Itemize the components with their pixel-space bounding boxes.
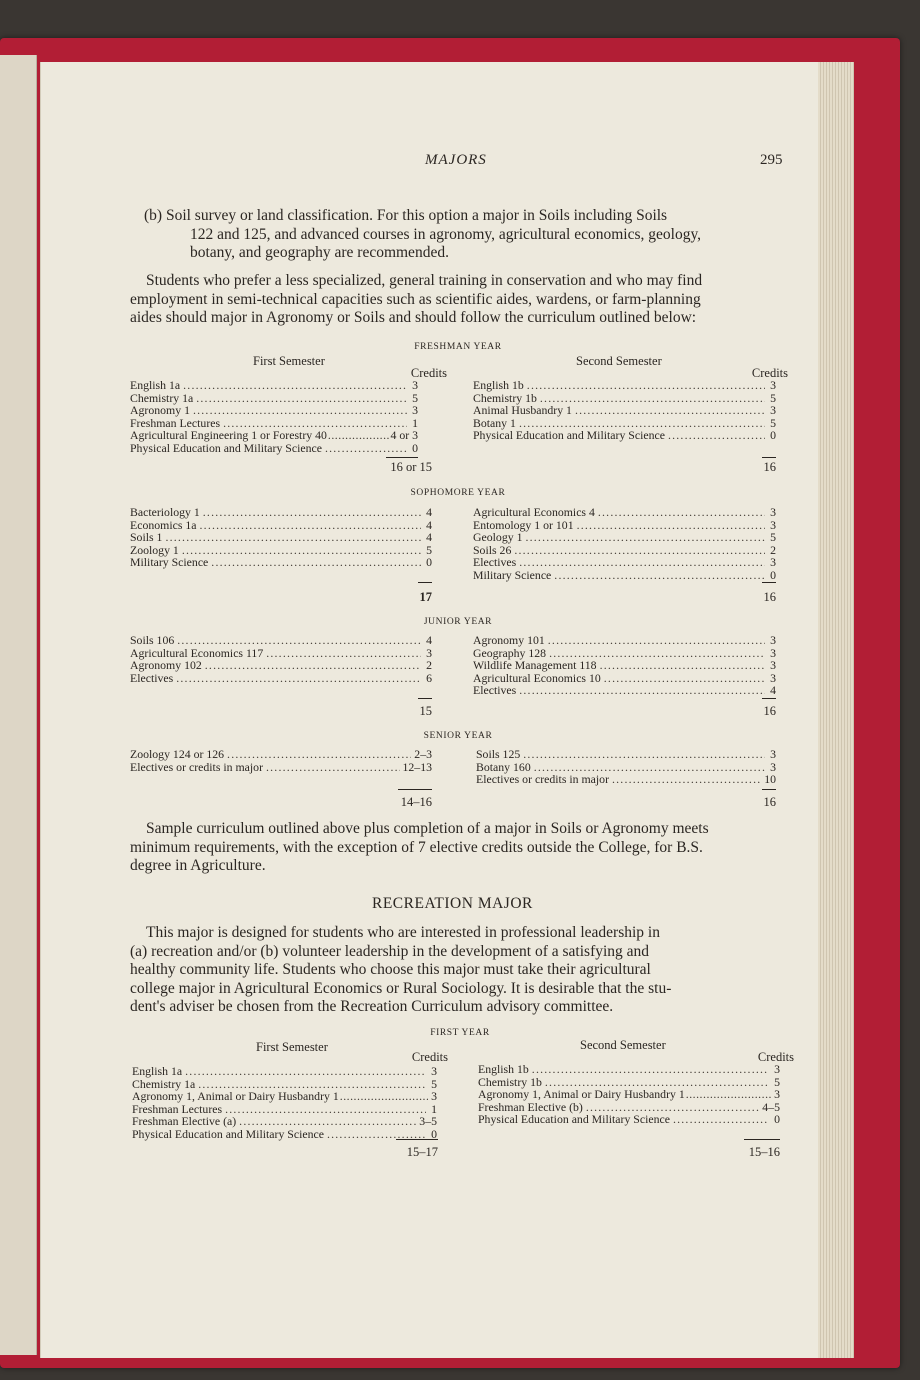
course-name: Botany 160 — [476, 759, 531, 774]
course-name: Agricultural Economics 4 — [473, 505, 595, 519]
total-credits: 16 — [763, 460, 776, 474]
course-credits: 3 — [770, 517, 776, 532]
total-credits: 16 — [763, 704, 776, 718]
left-page-edge — [0, 55, 37, 1355]
course-name: Soils 1 — [130, 530, 163, 545]
course-row — [476, 773, 776, 786]
course-name: Agronomy 102 — [130, 658, 202, 673]
course-name: Zoology 1 — [130, 542, 179, 557]
course-name: Freshman Elective (a) — [132, 1114, 237, 1129]
text-line: dent's adviser be chosen from the Recreation Curriculum advisory committee. — [130, 998, 614, 1015]
course-name: Agricultural Economics 117 — [130, 645, 264, 660]
course-row — [473, 506, 776, 519]
course-name: Soils 106 — [130, 633, 175, 647]
course-row — [478, 1063, 780, 1076]
course-row — [130, 634, 432, 647]
course-name: Electives or credits in major — [476, 772, 609, 787]
course-credits: 3 — [431, 1089, 437, 1104]
course-name: Wildlife Management 118 — [473, 658, 597, 673]
course-credits: 3 — [431, 1064, 437, 1078]
text-line: botany, and geography are recommended. — [190, 244, 449, 261]
course-row — [473, 659, 776, 672]
course-list-right — [476, 748, 776, 786]
year-caption: FIRST YEAR — [430, 1028, 490, 1038]
course-name: Zoology 124 or 126 — [130, 747, 225, 761]
course-row — [473, 429, 776, 442]
course-row — [473, 379, 776, 392]
course-name: Freshman Elective (b) — [478, 1099, 583, 1114]
course-name: Chemistry 1b — [473, 390, 537, 405]
course-list-left — [130, 379, 418, 455]
course-row — [476, 748, 776, 761]
course-credits: 1 — [431, 1101, 437, 1116]
course-credits: 4–5 — [762, 1099, 780, 1114]
total-rule — [762, 698, 776, 699]
course-credits: 5 — [774, 1074, 780, 1089]
course-credits: 5 — [770, 390, 776, 405]
section-heading: RECREATION MAJOR — [372, 895, 533, 912]
course-credits: 5 — [426, 542, 432, 557]
total-rule — [744, 1139, 780, 1140]
course-name: Electives or credits in major — [130, 759, 263, 774]
total-credits: 15–17 — [406, 1145, 438, 1159]
text-line: (a) recreation and/or (b) volunteer leadership in the development of a satisfying and — [130, 942, 650, 960]
course-name: English 1b — [473, 378, 524, 392]
course-credits: 5 — [770, 415, 776, 430]
course-name: Geography 128 — [473, 645, 547, 660]
total-rule — [398, 789, 432, 790]
text-line: aides should major in Agronomy or Soils and should follow the curriculum outlined below: — [130, 309, 697, 326]
year-caption: JUNIOR YEAR — [423, 617, 493, 627]
total-credits: 16 — [763, 795, 776, 809]
course-credits: 3 — [770, 670, 776, 685]
course-name: Physical Education and Military Science — [130, 440, 322, 455]
second-semester-label: Second Semester — [580, 1038, 666, 1052]
course-credits: 3 — [774, 1062, 780, 1076]
total-credits: 17 — [419, 590, 432, 604]
course-name: English 1b — [478, 1062, 529, 1076]
course-name: English 1a — [132, 1064, 183, 1078]
course-row — [473, 404, 776, 417]
course-list-left — [132, 1065, 437, 1141]
total-rule — [396, 1139, 438, 1140]
course-name: Soils 125 — [476, 747, 521, 761]
course-list-right — [473, 506, 776, 582]
course-credits: 4 or 3 — [390, 428, 418, 443]
course-credits: 3 — [412, 403, 418, 418]
course-row — [130, 761, 432, 774]
total-credits: 15–16 — [748, 1145, 780, 1159]
course-name: Agronomy 1, Animal or Dairy Husbandry 1 — [132, 1089, 339, 1104]
running-head: MAJORS — [425, 152, 487, 168]
course-name: English 1a — [130, 378, 181, 392]
course-name: Animal Husbandry 1 — [473, 403, 572, 418]
course-list-left — [130, 634, 432, 684]
text-line: college major in Agricultural Economics or Rural Sociology. It is desirable that the stu- — [130, 979, 672, 997]
course-row — [473, 569, 776, 582]
course-row — [130, 672, 432, 685]
course-credits: 3 — [770, 645, 776, 660]
course-row — [478, 1113, 780, 1126]
course-name: Agricultural Engineering 1 or Forestry 40 — [130, 428, 327, 443]
course-row — [130, 442, 418, 455]
text-line: 122 and 125, and advanced courses in agronomy, agricultural economics, geology, — [190, 225, 702, 243]
total-credits: 15 — [419, 704, 432, 718]
total-rule — [762, 582, 776, 583]
course-row — [130, 519, 432, 532]
course-credits: 3 — [770, 658, 776, 673]
course-credits: 0 — [774, 1112, 780, 1127]
course-credits: 4 — [426, 530, 432, 545]
course-credits: 1 — [412, 415, 418, 430]
credits-label: Credits — [411, 1050, 448, 1064]
course-credits: 3 — [770, 759, 776, 774]
course-row — [473, 684, 776, 697]
year-caption: SENIOR YEAR — [423, 731, 493, 741]
course-credits: 2–3 — [414, 747, 432, 761]
course-row — [130, 531, 432, 544]
course-credits: 12–13 — [402, 759, 432, 774]
course-credits: 3 — [770, 633, 776, 647]
course-credits: 3 — [770, 555, 776, 570]
text-line: Students who prefer a less specialized, general training in conservation and who may find — [146, 272, 703, 289]
course-name: Geology 1 — [473, 530, 523, 545]
total-rule — [386, 457, 418, 458]
course-name: Chemistry 1a — [130, 390, 194, 405]
course-credits: 3 — [770, 403, 776, 418]
page-number: 295 — [760, 152, 783, 168]
course-row — [132, 1090, 437, 1103]
course-credits: 0 — [431, 1126, 437, 1141]
course-name: Freshman Lectures — [132, 1101, 223, 1116]
text-line: Sample curriculum outlined above plus completion of a major in Soils or Agronomy meets — [146, 820, 709, 837]
course-credits: 5 — [770, 530, 776, 545]
course-credits: 0 — [770, 567, 776, 582]
course-row — [130, 659, 432, 672]
total-rule — [762, 457, 776, 458]
page-edges — [818, 62, 854, 1358]
course-credits: 10 — [764, 772, 776, 787]
second-semester-label: Second Semester — [576, 354, 662, 368]
text-line: (b) Soil survey or land classification. For this option a major in Soils including Soils — [144, 207, 668, 224]
course-credits: 3 — [770, 747, 776, 761]
course-row — [478, 1088, 780, 1101]
total-rule — [418, 698, 432, 699]
option-b-paragraph — [144, 207, 790, 263]
course-row — [132, 1065, 437, 1078]
course-credits: 3 — [770, 378, 776, 392]
first-semester-label: First Semester — [256, 1040, 328, 1054]
intro-paragraph — [130, 272, 790, 328]
course-name: Freshman Lectures — [130, 415, 221, 430]
course-row — [130, 748, 432, 761]
course-list-left — [130, 506, 432, 569]
text-line: This major is designed for students who are interested in professional leadership in — [146, 924, 660, 941]
text-line: minimum requirements, with the exception of 7 elective credits outside the College, for B.S. — [130, 838, 703, 856]
year-caption: FRESHMAN YEAR — [414, 342, 502, 352]
course-row — [130, 404, 418, 417]
course-row — [132, 1128, 437, 1141]
course-list-right — [473, 634, 776, 697]
course-credits: 3–5 — [419, 1114, 437, 1129]
course-credits: 5 — [431, 1076, 437, 1091]
course-row — [130, 556, 432, 569]
course-row — [473, 634, 776, 647]
course-name: Bacteriology 1 — [130, 505, 200, 519]
course-credits: 0 — [426, 555, 432, 570]
course-name: Agronomy 101 — [473, 633, 545, 647]
course-name: Military Science — [473, 567, 552, 582]
course-name: Chemistry 1a — [132, 1076, 196, 1091]
year-caption: SOPHOMORE YEAR — [410, 488, 506, 498]
credits-label: Credits — [757, 1050, 794, 1064]
course-name: Agricultural Economics 10 — [473, 670, 601, 685]
course-credits: 2 — [426, 658, 432, 673]
course-credits: 3 — [770, 505, 776, 519]
course-name: Electives — [130, 670, 174, 685]
course-name: Military Science — [130, 555, 209, 570]
course-credits: 0 — [412, 440, 418, 455]
course-list-right — [478, 1063, 780, 1126]
course-row — [130, 379, 418, 392]
credits-label: Credits — [751, 366, 788, 380]
course-name: Agronomy 1 — [130, 403, 190, 418]
course-row — [473, 672, 776, 685]
course-name: Soils 26 — [473, 542, 512, 557]
course-name: Physical Education and Military Science — [478, 1112, 670, 1127]
course-row — [473, 544, 776, 557]
course-name: Physical Education and Military Science — [132, 1126, 324, 1141]
course-name: Entomology 1 or 101 — [473, 517, 574, 532]
course-credits: 3 — [426, 645, 432, 660]
course-row — [473, 531, 776, 544]
text-line: degree in Agriculture. — [130, 857, 266, 874]
course-credits: 4 — [426, 517, 432, 532]
course-credits: 4 — [426, 505, 432, 519]
course-credits: 0 — [770, 428, 776, 443]
total-rule — [762, 789, 776, 790]
course-name: Agronomy 1, Animal or Dairy Husbandry 1 — [478, 1087, 685, 1102]
total-credits: 16 — [763, 590, 776, 604]
course-credits: 4 — [426, 633, 432, 647]
course-name: Economics 1a — [130, 517, 197, 532]
course-credits: 2 — [770, 542, 776, 557]
course-name: Electives — [473, 555, 517, 570]
total-rule — [418, 582, 432, 583]
text-line: employment in semi-technical capacities such as scientific aides, wardens, or farm-planning — [130, 290, 701, 308]
course-credits: 3 — [412, 378, 418, 392]
course-name: Botany 1 — [473, 415, 516, 430]
credits-label: Credits — [410, 366, 447, 380]
total-credits: 16 or 15 — [390, 460, 432, 474]
course-list-right — [473, 379, 776, 442]
course-credits: 3 — [774, 1087, 780, 1102]
course-name: Electives — [473, 683, 517, 698]
course-name: Physical Education and Military Science — [473, 428, 665, 443]
course-name: Chemistry 1b — [478, 1074, 542, 1089]
course-credits: 4 — [770, 683, 776, 698]
course-credits: 5 — [412, 390, 418, 405]
text-line: healthy community life. Students who choose this major must take their agricultural — [130, 961, 651, 978]
course-credits: 6 — [426, 670, 432, 685]
recreation-paragraph — [130, 924, 792, 1017]
total-credits: 14–16 — [400, 795, 432, 809]
sample-curriculum-paragraph — [130, 820, 792, 876]
course-row — [130, 506, 432, 519]
first-semester-label: First Semester — [253, 354, 325, 368]
course-list-left — [130, 748, 432, 773]
